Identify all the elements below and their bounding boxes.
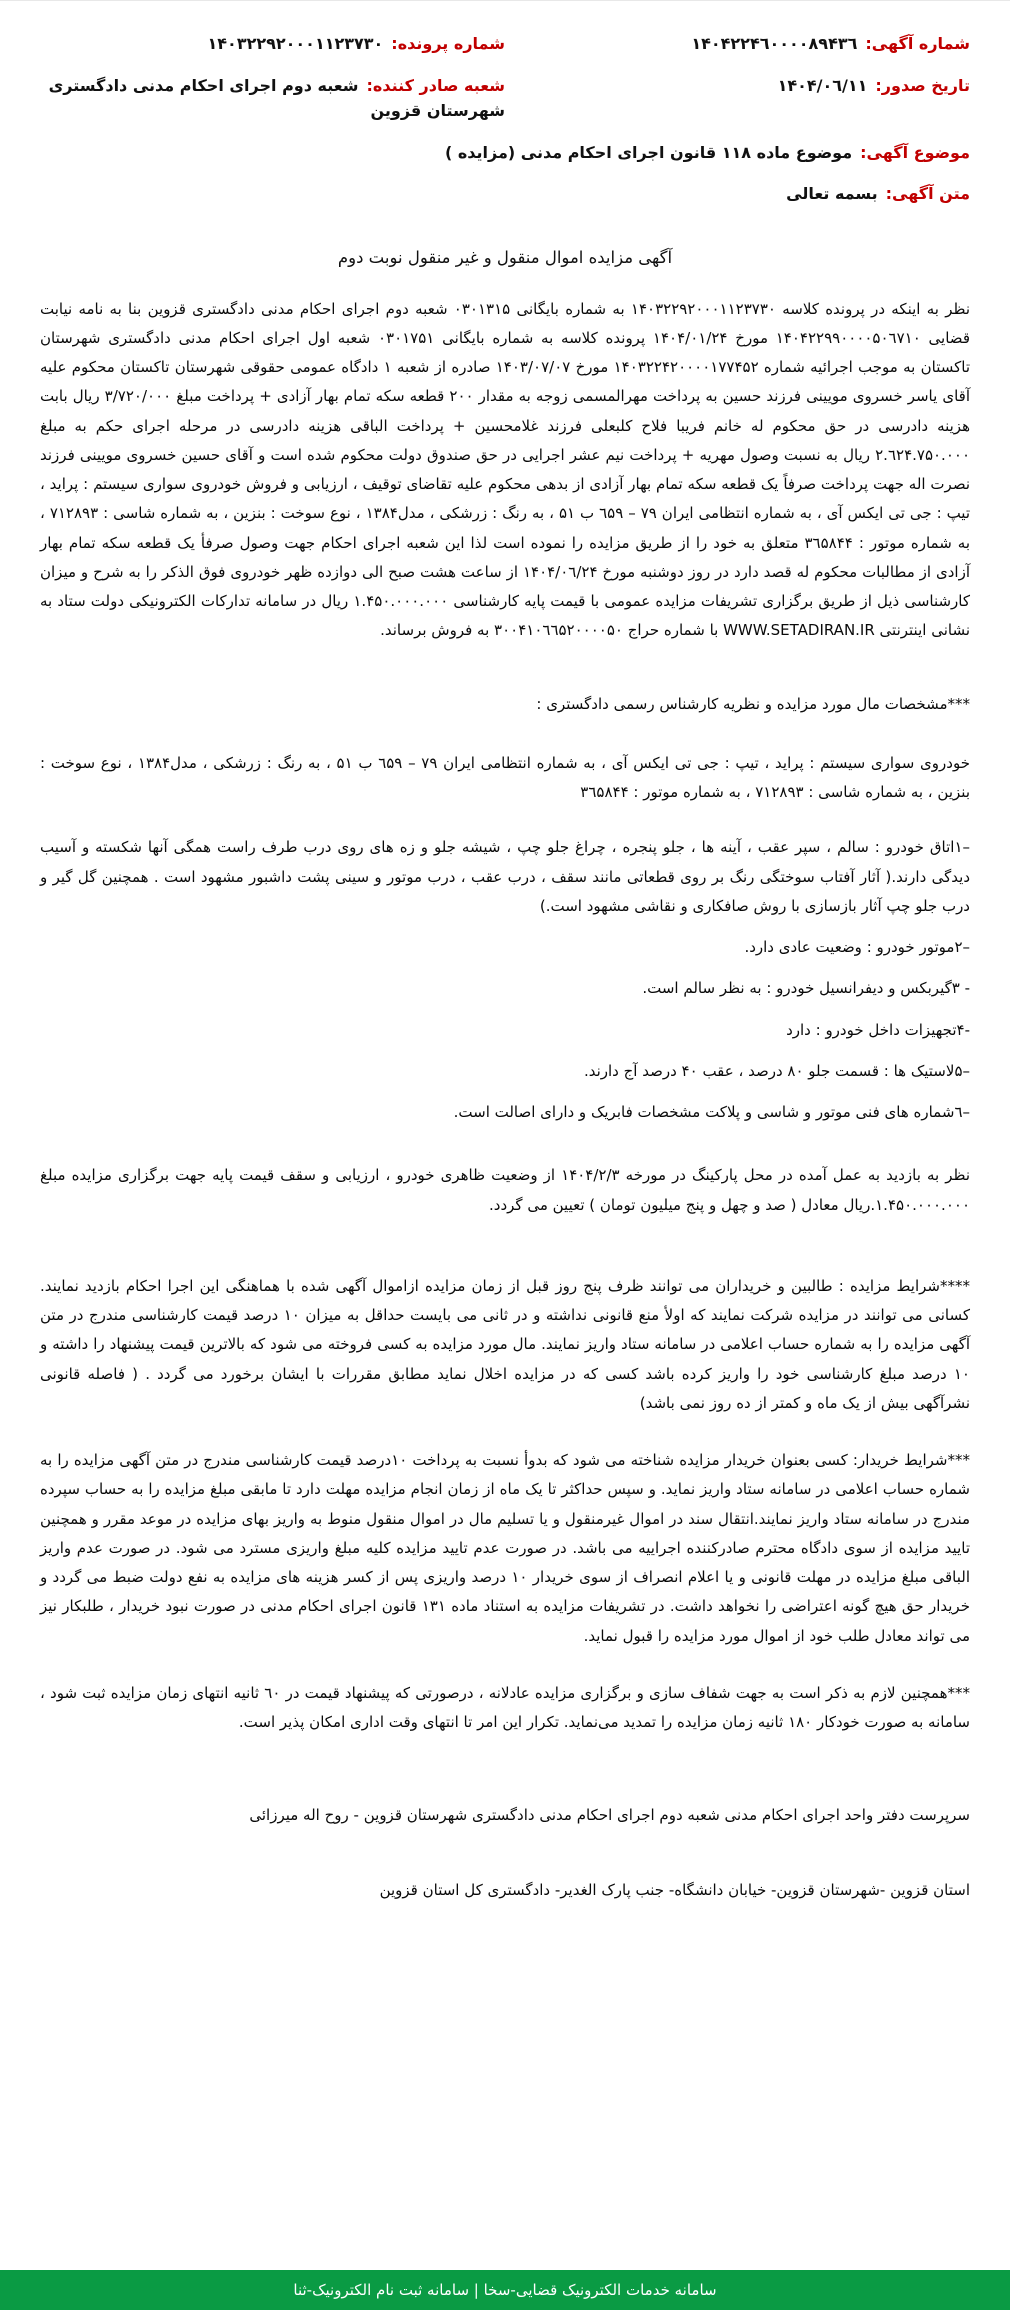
issue-date-value: ۱۴۰۴/۰٦/۱۱ (777, 75, 868, 95)
case-number-field (40, 31, 505, 57)
court-address-line: استان قزوین -شهرستان قزوین- خیابان دانشگاه- جنب پارک الغدیر- دادگستری کل استان قزوین (379, 1880, 970, 1899)
issuing-branch-label: شعبه صادر کننده: (366, 75, 505, 95)
case-number-value: ۱۴۰۳۲۲۹۲۰۰۰۱۱۲۳۷۳۰ (207, 34, 384, 53)
subject-field (40, 140, 970, 166)
issuing-branch-field (40, 73, 505, 124)
specs-heading: ***مشخصات مال مورد مزایده و نظریه کارشناس رسمی دادگستری : (536, 694, 970, 713)
header-row-4 (40, 181, 970, 207)
notice-number-field (505, 31, 970, 57)
valuation-paragraph: نظر به بازدید به عمل آمده در محل پارکینگ در مورخه ۱۴۰۴/۲/۳ از وضعیت ظاهری خودرو ، ارزیابی و سقف قیمت پایه جهت برگزاری مزایده مبلغ ۱.۴۵۰.۰۰۰.۰۰۰.ریال معادل ( صد و چهل و پنج میلیون تومان ) تعیین می گردد. (40, 1166, 970, 1214)
notice-body-value: بسمه تعالی (786, 184, 878, 204)
subject-value: موضوع ماده ۱۱۸ قانون اجرای احکام مدنی (مزایده ) (444, 142, 853, 162)
subject-label: موضوع آگهی: (860, 142, 970, 162)
issue-date-field (505, 73, 970, 124)
inspection-item-3: - ۳گیربکس و دیفرانسیل خودرو : به نظر سالم است. (642, 979, 970, 998)
inspection-item-6: –٦شماره های فنی موتور و شاسی و پلاکت مشخصات فابریک و دارای اصالت است. (453, 1103, 970, 1122)
intro-paragraph: نظر به اینکه در پرونده کلاسه ۱۴۰۳۲۲۹۲۰۰۰۱۱۲۳۷۳۰ به شماره بایگانی ۰۳۰۱۳۱۵ شعبه دوم اجرای احکام مدنی دادگستری قزوین بنا به نامه نیابت قضایی ۱۴۰۴۲۲۹۹۰۰۰۰۵۰٦۷۱۰ مورخ ۱۴۰۴/۰۱/۲۴ پرونده کلاسه به شماره بایگانی ۰۳۰۱۷۵۱ شعبه اول اجرای احکام مدنی دادگستری شهرستان تاکستان به موجب اجرائیه شماره ۱۴۰۳۲۲۴۲۰۰۰۰۱۷۷۴۵۲ مورخ ۱۴۰۳/۰۷/۰۷ صادره از شعبه ۱ دادگاه عمومی حقوقی شهرستان تاکستان محکوم علیه آقای یاسر خسروی مویینی فرزند حسین به پرداخت مهرالمسمی زوجه به مقدار ۲۰۰ قطعه سکه تمام بهار آزادی + پرداخت مبلغ ۳/۷۲۰/۰۰۰ ریال بابت هزینه دادرسی در حق محکوم له خانم فریبا فلاح کلبعلی فرزند غلامحسین + پرداخت الباقی هزینه دادرسی در مرحله اجرای حکم به مبلغ ۲.٦۲۴.۷۵۰.۰۰۰ ریال به نسبت وصول مهریه + پرداخت نیم عشر اجرایی در حق صندوق دولت محکوم شده است و آقای حسین خسروی مویینی فرزند نصرت اله جهت پرداخت صرفاً یک قطعه سکه تمام بهار آزادی از بدهی محکوم علیه تقاضای توقیف ، ارزیابی و فروش خودروی سواری سیستم : پراید ، تیپ : جی تی ایکس آی ، به شماره انتظامی ایران ۷۹ – ٦۵۹ ب ۵۱ ، به رنگ : زرشکی ، مدل۱۳۸۴ ، نوع سوخت : بنزین ، به شماره شاسی : ۷۱۲۸۹۳ ، به شماره موتور : ۳٦۵۸۴۴ متعلق به خود را از طریق مزایده را نموده است لذا این شعبه اجرای احکام جهت وصول صرفأ یک قطعه سکه تمام بهار آزادی از مطالبات محکوم له قصد دارد در روز دوشنبه مورخ ۱۴۰۴/۰٦/۲۴ از ساعت هشت صبح الی دوازده ظهر خودروی فوق الذکر را به شرح و میزان کارشناسی ذیل از طریق برگزاری تشریفات مزایده عمومی با قیمت پایه کارشناسی ۱.۴۵۰.۰۰۰.۰۰۰ ریال در سامانه تدارکات الکترونیکی دولت ستاد به نشانی اینترنتی WWW.SETADIRAN.IR با شماره حراج ۳۰۰۴۱۰٦٦۵۲۰۰۰۰۵۰ به فروش برساند. (40, 299, 971, 640)
inspection-item-4: -۴تجهیزات داخل خودرو : دارد (786, 1020, 970, 1039)
footer-bar (0, 2270, 1010, 2310)
document-title: آگهی مزایده اموال منقول و غیر منقول نوبت دوم (337, 247, 673, 267)
notice-body-label: متن آگهی: (885, 184, 970, 204)
auction-terms-paragraph: ****شرایط مزایده : طالبین و خریداران می توانند ظرف پنج روز قبل از زمان مزایده ازاموال آگهی شده با هماهنگی این اجرا احکام بازدید نمایند. کسانی می توانند در مزایده شرکت نمایند که اولأ منع قانونی نداشته و در ثانی می بایست حداقل به میزان ۱۰ درصد قیمت کارشناسی مندرج در متن آگهی مزایده را به شماره حساب اعلامی در سامانه ستاد واریز نمایند. مال مورد مزایده به کسی فروخته می شود که بالاترین قیمت پیشنهاد را داشته و ۱۰ درصد مبلغ کارشناسی خود را واریز کرده باشد کسی که در مزایده اخلال نماید مطابق مقررات با ایشان برخورد می گردد . ( فاصله قانونی نشرآگهی بیش از یک ماه و کمتر از ده روز نمی باشد) (40, 1276, 970, 1412)
notice-body-field (40, 181, 970, 207)
header-row-2 (40, 73, 970, 124)
case-number-label: شماره پرونده: (391, 34, 505, 53)
inspection-item-1: –۱اتاق خودرو : سالم ، سپر عقب ، آینه ها ، جلو پنجره ، چراغ جلو چپ ، شیشه جلو و زه های روی درب طرف راست همگی آنها شکسته و آسیب دیدگی دارند.( آثار آفتاب سوختگی رنگ بر روی قطعاتی مانند سقف ، درب عقب ، درب موتور و سینی پشت داشبور مشهود است . همچنین گل گیر و درب جلو چپ آثار بازسازی با روش صافکاری و نقاشی مشهود است.) (40, 838, 970, 915)
inspection-item-5: –۵لاستیک ها : قسمت جلو ۸۰ درصد ، عقب ۴۰ درصد آج دارند. (583, 1061, 970, 1080)
inspection-item-2: –۲موتور خودرو : وضعیت عادی دارد. (744, 938, 970, 957)
header-row-3 (40, 140, 970, 166)
vehicle-specs-paragraph: خودروی سواری سیستم : پراید ، تیپ : جی تی ایکس آی ، به شماره انتظامی ایران ۷۹ – ٦۵۹ ب ۵۱ ، به رنگ : زرشکی ، مدل۱۳۸۴ ، نوع سوخت : بنزین ، به شماره شاسی : ۷۱۲۸۹۳ ، به شماره موتور : ۳٦۵۸۴۴ (40, 753, 970, 802)
document-content (0, 1, 1010, 2270)
notice-number-label: شماره آگهی: (865, 34, 970, 53)
signature-line: سرپرست دفتر واحد اجرای احکام مدنی شعبه دوم اجرای احکام مدنی دادگستری شهرستان قزوین - روح اله میرزائی (249, 1806, 970, 1825)
notice-number-value: ۱۴۰۴۲۲۴٦۰۰۰۰۸۹۴۳٦ (691, 34, 858, 53)
header-row-1 (40, 31, 970, 57)
issue-date-label: تاریخ صدور: (875, 75, 970, 95)
footer-systems-label: سامانه خدمات الکترونیک قضایی-سخا | سامانه ثبت نام الکترونیک-ثنا (293, 2281, 717, 2299)
extension-note-paragraph: ***همچنین لازم به ذکر است به جهت شفاف سازی و برگزاری مزایده عادلانه ، درصورتی که پیشنهاد قیمت در ٦۰ ثانیه انتهای زمان مزایده ثبت شود ، سامانه به صورت خودکار ۱۸۰ ثانیه زمان مزایده را تمدید می‌نماید. تکرار این امر تا انتهای وقت اداری امکان پذیر است. (40, 1683, 970, 1732)
issuing-branch-value: شعبه دوم اجرای احکام مدنی دادگستری شهرستان قزوین (48, 75, 505, 121)
buyer-terms-paragraph: ***شرایط خریدار: کسی بعنوان خریدار مزایده شناخته می شود که بدوأ نسبت به پرداخت ۱۰درصد قیمت کارشناسی مندرج در متن آگهی مزایده را به شماره حساب اعلامی در سامانه ستاد واریز نماید. و سپس حداکثر تا یک ماه از زمان انجام مزایده مهلت دارد تا مابقی مبلغ مزایده را به حساب سپرده مندرج در سامانه ستاد واریز نمایند.انتقال سند در اموال غیرمنقول و یا تسلیم مال در اموال منقول منوط به واریز بهای مزایده در موعد مقرر و همچنین تایید مزایده از سوی دادگاه محترم صادرکننده اجراییه می باشد. در صورت عدم تایید مزایده کلیه مبلغ واریزی مسترد می شود. در صورت عدم واریز الباقی مبلغ مزایده در مهلت قانونی و یا اعلام انصراف از سوی خریدار ۱۰ درصد واریزی پس از کسر هزینه های مزایده به نفع دولت ضبط می گردد و خریدار حق هیچ گونه اعتراضی را نخواهد داشت. در تشریفات مزایده به استناد ماده ۱۳۱ قانون اجرای احکام مدنی در صورت نبود خریدار ، طلبکار نیز می تواند معادل طلب خود از اموال مورد مزایده را قبول نماید. (40, 1451, 970, 1645)
